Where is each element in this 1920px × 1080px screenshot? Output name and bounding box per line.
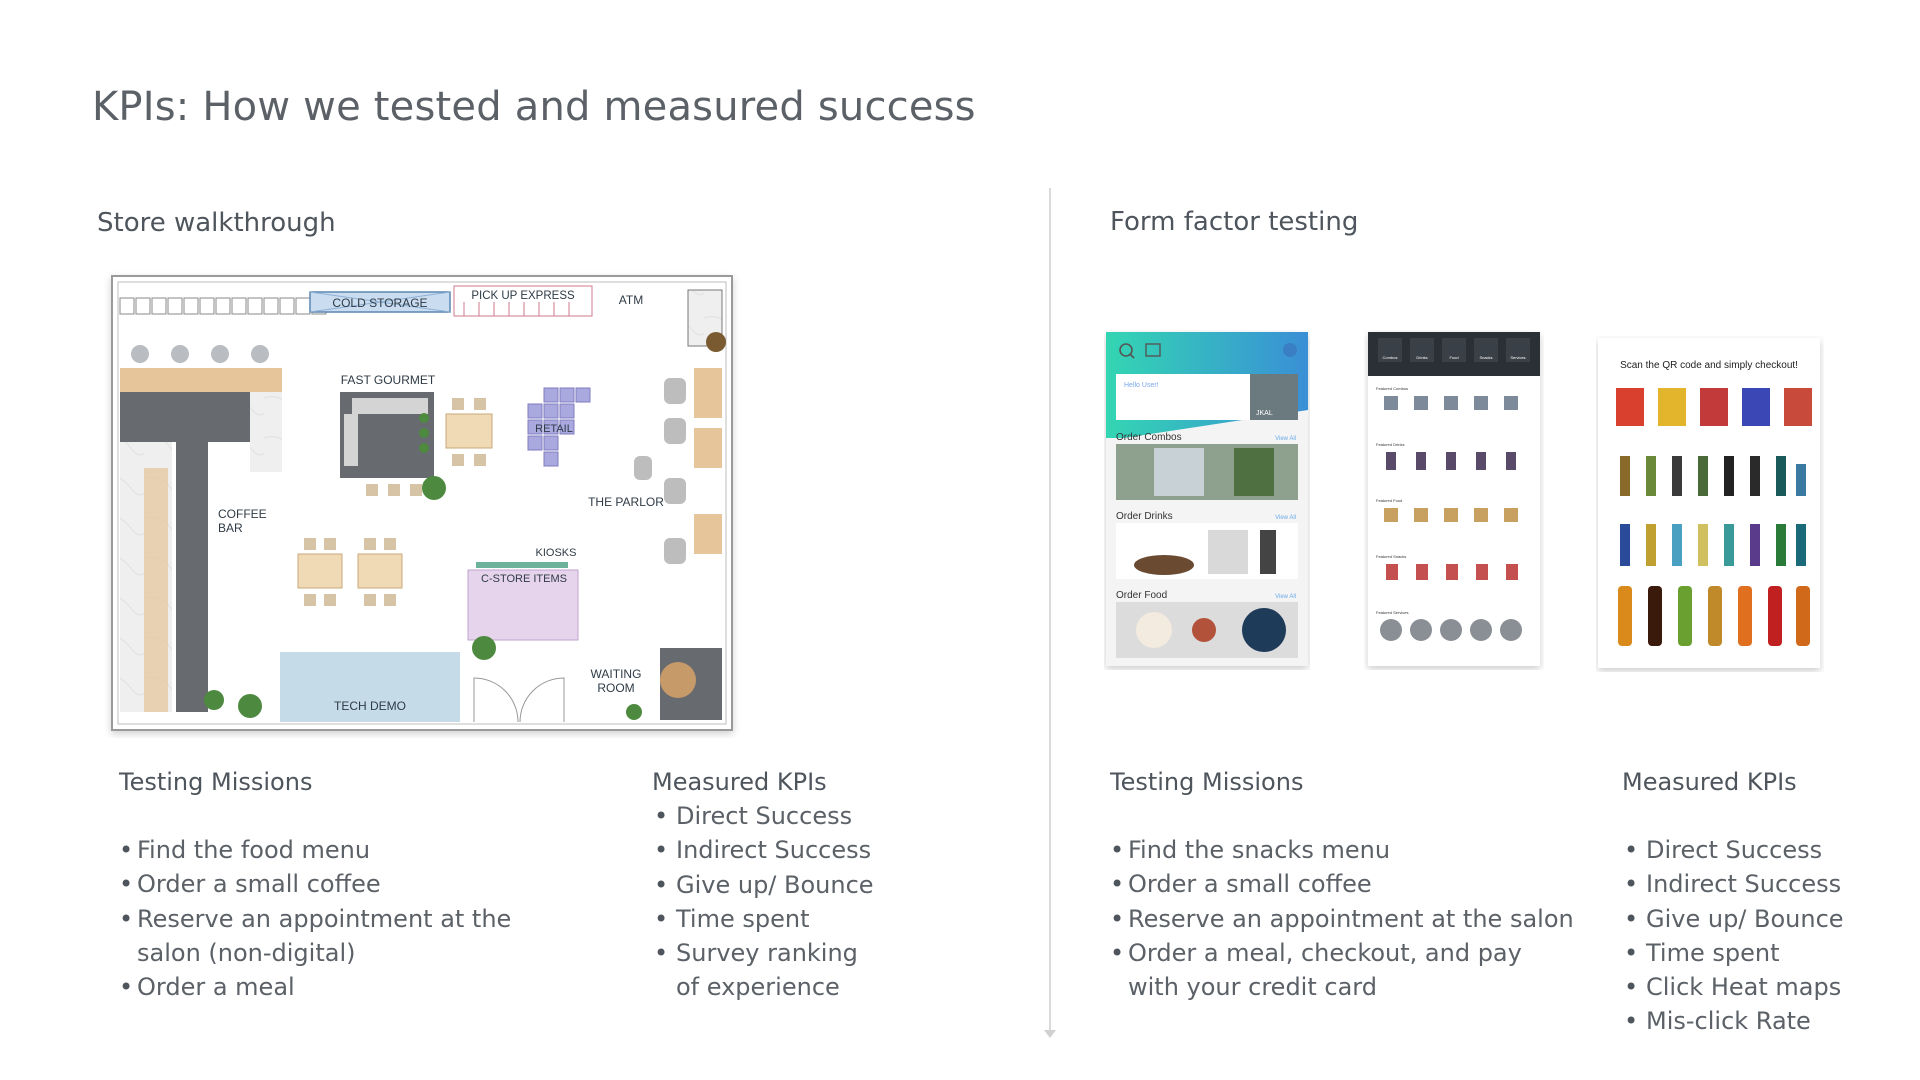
right-missions-title: Testing Missions [1110,768,1304,796]
label-the-parlor: THE PARLOR [588,495,664,509]
kiosk-mockup [1596,336,1824,672]
section-order-combos: Order Combos [1116,432,1182,443]
slide-title: KPIs: How we tested and measured success [92,84,976,130]
mission-item: • Order a small coffee [1110,867,1580,901]
kpi-item: • Indirect Success [1622,867,1862,901]
form-factor-title: Form factor testing [1110,207,1359,237]
svg-text:JKAL: JKAL [1256,410,1273,417]
label-c-store-items: C-STORE ITEMS [481,573,567,585]
mission-item: • Reserve an appointment at the salon [1110,902,1580,936]
section-order-drinks: Order Drinks [1116,511,1173,522]
kpi-item: • Give up/ Bounce [652,868,882,902]
kpi-item: • Survey ranking of experience [652,936,882,1005]
label-atm: ATM [618,293,644,307]
left-kpis-list [652,799,882,1005]
svg-text:View All: View All [1275,594,1296,600]
kpi-item: • Direct Success [652,799,882,833]
right-kpis-list [1622,833,1862,1039]
label-retail: RETAIL [535,423,573,435]
mission-item: • Order a meal [119,970,559,1004]
kpi-item: • Time spent [652,902,882,936]
mission-item: • Find the snacks menu [1110,833,1580,867]
right-missions-list [1110,833,1580,1004]
left-missions-title: Testing Missions [119,768,313,796]
kpi-item: • Direct Success [1622,833,1862,867]
section-order-food: Order Food [1116,590,1168,601]
label-bar: BAR [218,521,243,535]
mission-item: • Order a small coffee [119,867,559,901]
label-cold-storage: COLD STORAGE [332,296,428,310]
svg-text:Featured Snacks: Featured Snacks [1376,554,1407,559]
avatar [1283,343,1297,357]
label-fast-gourmet: FAST GOURMET [340,373,436,387]
right-kpis-title: Measured KPIs [1622,768,1797,796]
svg-text:Food: Food [1449,355,1459,360]
svg-text:Combos: Combos [1382,355,1398,360]
phone-mockup [1104,330,1310,670]
svg-text:Services: Services [1510,355,1526,360]
store-floorplan [104,268,748,738]
greeting-text: Hello User! [1124,382,1159,389]
label-waiting: WAITING [590,667,642,681]
section-divider [1049,188,1051,1033]
label-coffee: COFFEE [218,507,267,521]
label-pick-up-express: PICK UP EXPRESS [471,290,575,302]
mission-item: • Find the food menu [119,833,559,867]
svg-text:Drinks: Drinks [1416,355,1428,360]
svg-text:Featured Services: Featured Services [1376,610,1409,615]
mission-item: • Order a meal, checkout, and pay with your credit card [1110,936,1580,1005]
svg-text:Featured Food: Featured Food [1376,498,1403,503]
divider-arrow-icon [1044,1030,1056,1038]
left-missions-list [119,833,559,1004]
svg-text:View All: View All [1275,436,1296,442]
kpi-item: • Mis-click Rate [1622,1004,1862,1038]
left-kpis-title: Measured KPIs [652,768,827,796]
kpi-item: • Time spent [1622,936,1862,970]
mission-item: • Reserve an appointment at the salon (non-digital) [119,902,559,971]
label-room: ROOM [597,681,635,695]
label-tech-demo: TECH DEMO [334,699,406,713]
tablet-mockup [1364,330,1544,670]
label-kiosks: KIOSKS [535,547,577,559]
kpi-item: • Give up/ Bounce [1622,902,1862,936]
floorplan-svg [104,268,748,738]
kpi-item: • Click Heat maps [1622,970,1862,1004]
svg-text:Featured Drinks: Featured Drinks [1376,442,1405,447]
svg-text:Snacks: Snacks [1479,355,1493,360]
svg-text:Featured Combos: Featured Combos [1376,386,1409,391]
coffee-bar-counter [120,392,250,442]
svg-text:View All: View All [1275,515,1296,521]
store-walkthrough-title: Store walkthrough [97,208,336,238]
kpi-item: • Indirect Success [652,833,882,867]
kiosk-header: Scan the QR code and simply checkout! [1620,360,1798,371]
